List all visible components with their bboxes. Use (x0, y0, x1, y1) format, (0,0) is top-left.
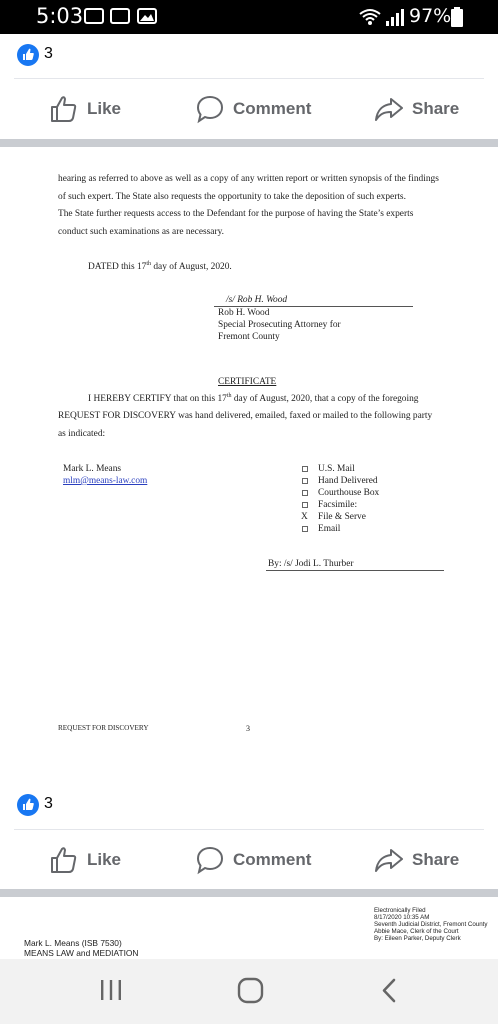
checkbox (302, 526, 308, 532)
signal-icon (385, 7, 405, 27)
delivery-option: File & Serve (318, 512, 366, 522)
certificate-line: as indicated: (58, 429, 106, 439)
document-footer-title: REQUEST FOR DISCOVERY (58, 724, 149, 732)
document-paragraph-line: conduct such examinations as are necessary. (58, 227, 224, 237)
like-reaction-icon (17, 794, 39, 816)
recent-apps-icon[interactable] (98, 978, 124, 1002)
checkbox (302, 502, 308, 508)
comment-bubble-icon (195, 845, 225, 875)
delivery-option: Hand Delivered (318, 476, 378, 486)
party-name: Mark L. Means (63, 464, 122, 474)
party-email-link: mlm@means-law.com (63, 476, 148, 486)
post-action-bar (0, 79, 498, 139)
reaction-summary[interactable] (0, 784, 498, 828)
wifi-icon (358, 7, 382, 27)
reaction-summary[interactable] (0, 34, 498, 78)
clock: 5:03 (36, 4, 84, 28)
like-label: Like (87, 850, 122, 869)
signer-name: Rob H. Wood (218, 308, 270, 318)
thumbs-up-icon (49, 94, 79, 124)
battery-icon (451, 7, 463, 27)
system-navigation-bar (0, 959, 498, 1024)
checkbox (302, 466, 308, 472)
served-by-line: By: /s/ Jodi L. Thurber (268, 559, 354, 569)
document-paragraph-line: hearing as referred to above as well as a copy of any written report or written synopsis of the findings (58, 174, 439, 184)
share-label: Share (412, 850, 460, 869)
share-button[interactable] (374, 79, 459, 139)
filing-stamp-line: By: Eileen Parker, Deputy Clerk (374, 935, 461, 942)
filing-stamp-line: Seventh Judicial District, Fremont County (374, 921, 488, 928)
filing-stamp-line: Electronically Filed (374, 907, 426, 914)
comment-button[interactable] (195, 79, 311, 139)
bliss-news-icon (110, 8, 130, 24)
filing-stamp-line: Abbie Mace, Clerk of the Court (374, 928, 459, 935)
attorney-firm: MEANS LAW and MEDIATION (24, 948, 139, 958)
certificate-heading: CERTIFICATE (218, 377, 277, 387)
signer-county: Fremont County (218, 332, 280, 342)
comment-button[interactable] (195, 830, 311, 890)
certificate-line: I HEREBY CERTIFY that on this 17th day of August, 2020, that a copy of the foregoing (88, 393, 419, 405)
comment-label: Comment (233, 850, 312, 869)
share-label: Share (412, 99, 460, 118)
certificate-line: REQUEST FOR DISCOVERY was hand delivered, emailed, faxed or mailed to the following party (58, 411, 433, 421)
section-separator (0, 139, 498, 147)
bliss-news-icon (84, 8, 104, 24)
battery-percentage: 97% (409, 5, 452, 27)
thumbs-up-icon (49, 845, 79, 875)
document-image[interactable] (0, 148, 498, 778)
served-by-rule (266, 570, 444, 571)
comment-bubble-icon (195, 94, 225, 124)
next-document-image[interactable] (0, 897, 498, 959)
dated-line: DATED this 17th day of August, 2020. (88, 261, 232, 273)
like-button[interactable] (49, 79, 121, 139)
post-action-bar (0, 830, 498, 890)
delivery-option: Courthouse Box (318, 488, 380, 498)
checkbox (302, 490, 308, 496)
like-button[interactable] (49, 830, 121, 890)
reaction-count: 3 (44, 795, 53, 812)
page-number: 3 (246, 724, 250, 733)
delivery-option: Facsimile: (318, 500, 358, 510)
share-arrow-icon (374, 845, 404, 875)
home-icon[interactable] (237, 977, 264, 1004)
attorney-name: Mark L. Means (ISB 7530) (24, 938, 122, 948)
comment-label: Comment (233, 99, 312, 118)
back-icon[interactable] (378, 977, 402, 1004)
signer-title: Special Prosecuting Attorney for (218, 320, 341, 330)
share-button[interactable] (374, 830, 459, 890)
document-paragraph-line: of such expert. The State also requests the opportunity to take the deposition of such experts. (58, 192, 406, 202)
filing-stamp-line: 8/17/2020 10:35 AM (374, 914, 430, 921)
section-separator (0, 889, 498, 897)
share-arrow-icon (374, 94, 404, 124)
status-bar (0, 0, 498, 34)
like-reaction-icon (17, 44, 39, 66)
signature-line: /s/ Rob H. Wood (226, 295, 288, 305)
signature-rule (214, 306, 413, 307)
checkbox (302, 478, 308, 484)
delivery-option: U.S. Mail (318, 464, 355, 474)
document-paragraph-line: The State further requests access to the Defendant for the purpose of having the State’s experts (58, 209, 414, 219)
reaction-count: 3 (44, 45, 53, 62)
delivery-option: Email (318, 524, 341, 534)
gallery-icon (137, 8, 157, 24)
checked-mark: X (301, 512, 308, 522)
like-label: Like (87, 99, 122, 118)
